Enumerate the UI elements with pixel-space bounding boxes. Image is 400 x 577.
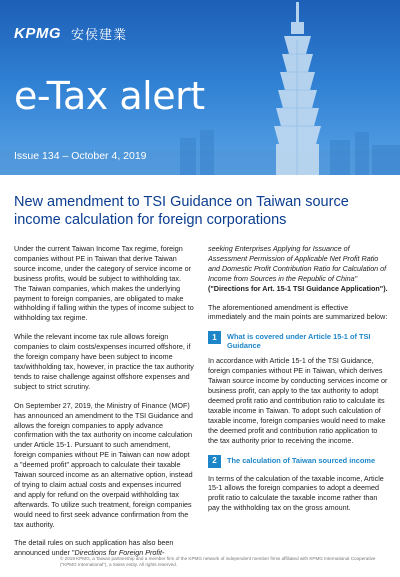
directions-short-name: ("Directions for Art. 15-1 TSI Guidance Application"). xyxy=(208,283,388,293)
section-heading-1 xyxy=(208,331,388,350)
kpmg-logo: KPMG xyxy=(14,25,61,42)
intro-paragraph: The aforementioned amendment is effective immediately and the main points are summarized below: xyxy=(208,302,388,322)
paragraph: While the relevant income tax rule allows foreign companies to claim costs/expenses incurred offshore, if the foreign company have been subject to income tax/withholding tax, however, in practice the tax authority tends to raise challenge against offshore expenses and subject to strict scrutiny. xyxy=(14,332,194,391)
paragraph: On September 27, 2019, the Ministry of Finance (MOF) has announced an amendment to the TSI Guidance and allows the foreign companies to apply advance confirmation with the tax authority on income calculation under Article 15-1. Pursuant to such amendment, foreign companies without PE in Taiwan can now adopt a "deemed profit" approach to calculate their taxable Taiwan sourced income as an alternative option, instead of trying to claim actual costs and expenses incurred and apply for refund on the overpaid withholding tax afterwards. To utilize such treatment, foreign companies would need to first seek advance confirmation from the tax authority. xyxy=(14,400,193,529)
series-title: e-Tax alert xyxy=(14,74,205,118)
article-title: New amendment to TSI Guidance on Taiwan source income calculation for foreign corporations xyxy=(14,194,349,228)
section-title: What is covered under Article 15-1 of TSI Guidance xyxy=(227,332,371,351)
chinese-logo: 安侯建業 xyxy=(71,28,128,43)
left-column xyxy=(14,244,194,567)
header-banner xyxy=(0,0,400,175)
section-title: The calculation of Taiwan sourced income xyxy=(227,455,376,465)
paragraph: Under the current Taiwan Income Tax regime, foreign companies without PE in Taiwan that derive Taiwan source income, under the category of service income or business profits, would be subject to withholding tax. The Taiwan companies, which makes the underlying payment to foreign companies, are obligated to make withholding if falling within the types of income subject to withholding tax regime. xyxy=(14,244,194,323)
issue-line: Issue 134 – October 4, 2019 xyxy=(14,150,147,162)
logo-row xyxy=(14,24,127,43)
section-body: In accordance with Article 15-1 of the TSI Guidance, foreign companies without PE in Taiwan, which derives Taiwan source income by conducting services income or business profit, can apply to the tax authority to adopt deemed profit ratio and contribution ratio to calculate its taxable income in Taiwan. To adopt such calculation of taxable income, foreign companies would need to make the deemed profit and contribution ratio application to the tax authority prior to receiving the income. xyxy=(208,356,388,445)
directions-title-start: Directions for Foreign Profit- xyxy=(74,548,165,558)
right-column xyxy=(208,244,388,522)
directions-title-end: seeking Enterprises Applying for Issuance of Assessment Permission of Applicable Net Profit Ratio and Domestic Profit Contribution Ratio for Calculation of Income from Sources in the Republic of China" xyxy=(208,244,387,283)
directions-paragraph xyxy=(208,244,388,294)
section-heading-2 xyxy=(208,455,388,468)
section-body: In terms of the calculation of the taxable income, Article 15-1 allows the foreign companies to adopt a deemed profit ratio to calculate the taxable income rather than pay the withholding tax on the gross amount. xyxy=(208,473,384,513)
section-number-badge: 2 xyxy=(208,455,221,468)
section-number-badge: 1 xyxy=(208,331,221,344)
copyright-footer: © 2019 KPMG, a Taiwan partnership and a member firm of the KPMG network of independent member firms affiliated with KPMG International Cooperative ("KPMG International"), a Swiss entity. All rights reserved. xyxy=(60,556,376,567)
paragraph-text: The detail rules on such application has also been announced under " xyxy=(14,538,174,558)
